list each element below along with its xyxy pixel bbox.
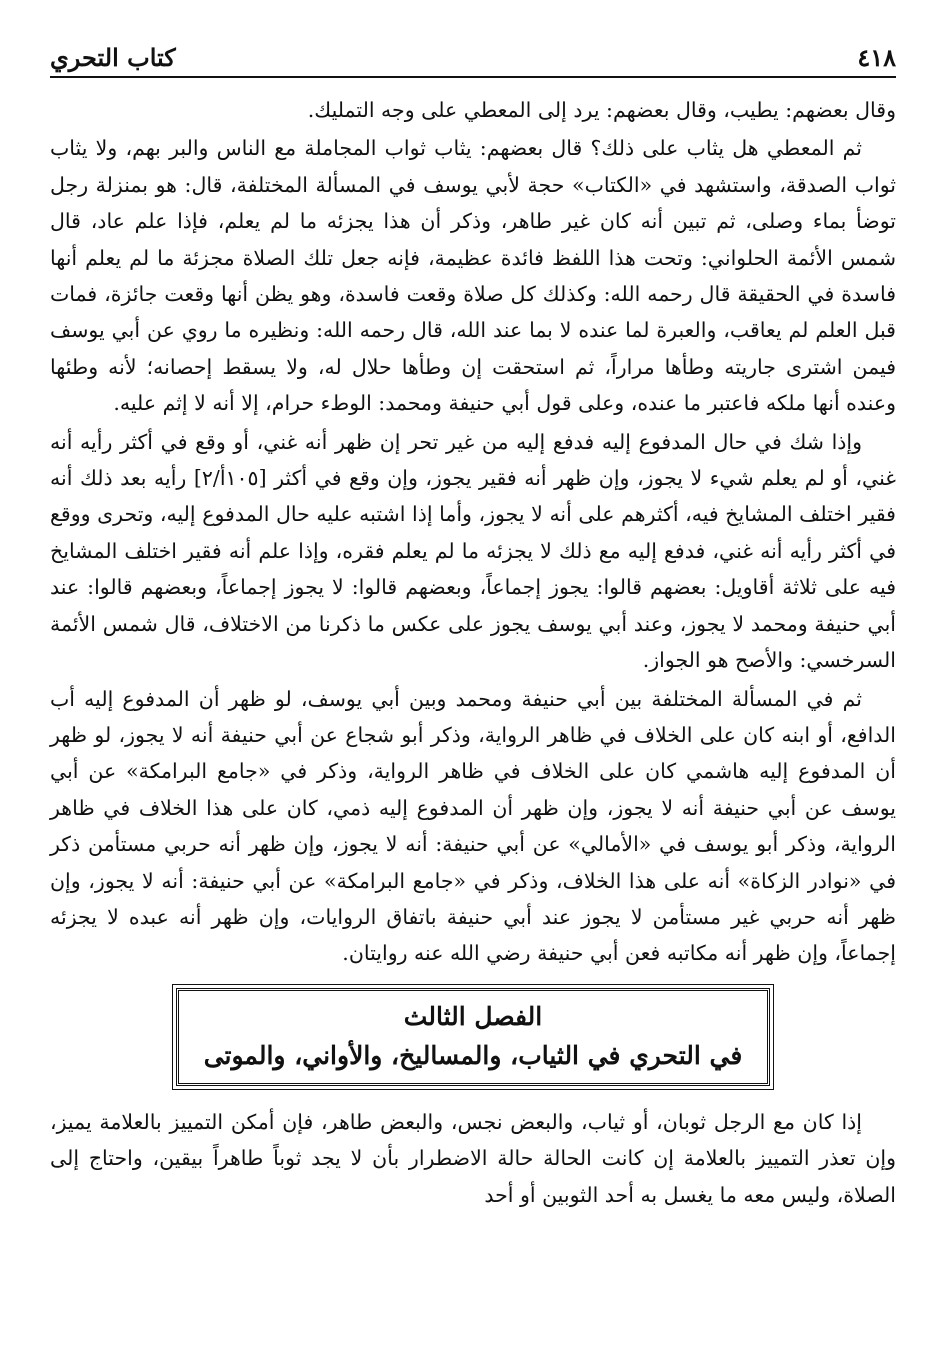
paragraph: ثم المعطي هل يثاب على ذلك؟ قال بعضهم: يثاب ثواب المجاملة مع الناس والبر بهم، ولا يثاب ثواب الصدقة، واستشهد في «الكتاب» حجة لأبي يوسف في المسألة المختلفة، قال: هو بمنزلة رجل توضأ بماء وصلى، ثم تبين أنه كان غير طاهر، وذكر أن هذا يجزئه ما لم يعلم، فإذا علم عاد، قال شمس الأئمة الحلواني: وتحت هذا اللفظ فائدة عظيمة، فإنه جعل تلك الصلاة مجزئة ما لم يعلم أنها فاسدة في الحقيقة قال رحمه الله: وكذلك كل صلاة وقعت فاسدة، وهو يظن أنها وقعت جائزة، فمات قبل العلم لم يعاقب، والعبرة لما عنده لا بما عند الله، قال رحمه الله: ونظيره ما روي عن أبي يوسف فيمن اشترى جاريته وطأها مراراً، ثم استحقت إن وطأها حلال له، ولا يسقط إحصانه؛ لأنه وطئها وعنده أنها ملكه فاعتبر ما عنده، وعلى قول أبي حنيفة ومحمد: الوطء حرام، إلا أنه لا إثم عليه. [50, 136, 896, 416]
section-subheading: في التحري في الثياب، والمساليخ، والأواني، والموتى [203, 1040, 743, 1070]
section-heading: الفصل الثالث [403, 1001, 543, 1031]
section-title-box [176, 988, 770, 1086]
page [50, 38, 896, 1358]
page-number: ٤١٨ [857, 43, 896, 72]
paragraph: ثم في المسألة المختلفة بين أبي حنيفة ومحمد وبين أبي يوسف، لو ظهر أن المدفوع إليه أب الدافع، أو ابنه كان على الخلاف في ظاهر الرواية، وذكر أبو شجاع عن أبي حنيفة أنه لا يجوز، لو ظهر أن المدفوع إليه هاشمي كان على الخلاف في ظاهر الرواية، وذكر في «جامع البرامكة» عن أبي يوسف عن أبي حنيفة أنه لا يجوز، وإن ظهر أن المدفوع إليه ذمي، كان على هذا الخلاف في ظاهر الرواية، وذكر أبو يوسف في «الأمالي» عن أبي حنيفة: أنه لا يجوز، وإن ظهر أنه حربي مستأمن ذكر في «نوادر الزكاة» أنه على هذا الخلاف، وذكر في «جامع البرامكة» عن أبي حنيفة: أنه لا يجوز، وإن ظهر أنه حربي غير مستأمن لا يجوز عند أبي حنيفة باتفاق الروايات، وإن ظهر أنه عبده لا يجزئه إجماعاً، وإن ظهر أنه مكاتبه فعن أبي حنيفة رضي الله عنه روايتان. [50, 686, 896, 966]
main-text [50, 92, 896, 1213]
page-header [50, 38, 896, 78]
running-title: كتاب التحري [50, 43, 176, 72]
paragraph: وقال بعضهم: يطيب، وقال بعضهم: يرد إلى المعطي على وجه التمليك. [307, 98, 896, 122]
paragraph: إذا كان مع الرجل ثوبان، أو ثياب، والبعض نجس، والبعض طاهر، فإن أمكن التمييز بالعلامة يميز، وإن تعذر التمييز بالعلامة إن كانت الحالة حالة الاضطرار بأن لا يجد ثوباً طاهراً بيقين، واحتاج إلى الصلاة، وليس معه ما يغسل به أحد الثوبين أو أحد [50, 1109, 896, 1207]
paragraph: وإذا شك في حال المدفوع إليه فدفع إليه من غير تحر إن ظهر أنه غني، أو وقع في أكثر رأيه أنه غني، أو لم يعلم شيء لا يجوز، وإن ظهر أنه فقير يجوز، وإن وقع في أكثر [١٠٥أ/٢] رأيه بعد ذلك أنه فقير اختلف المشايخ فيه، أكثرهم على أنه لا يجوز، وأما إذا اشتبه عليه حال المدفوع إليه، وتحرى ووقع في أكثر رأيه أنه غني، فدفع إليه مع ذلك لا يجزئه ما لم يعلم فقره، وإذا علم أنه فقير اختلف المشايخ فيه على ثلاثة أقاويل: بعضهم قالوا: يجوز إجماعاً، وبعضهم قالوا: لا يجوز إجماعاً، وبعضهم قالوا: عند أبي حنيفة ومحمد لا يجوز، وعند أبي يوسف يجوز على عكس ما ذكرنا من الاختلاف، قال شمس الأئمة السرخسي: والأصح هو الجواز. [50, 429, 896, 673]
